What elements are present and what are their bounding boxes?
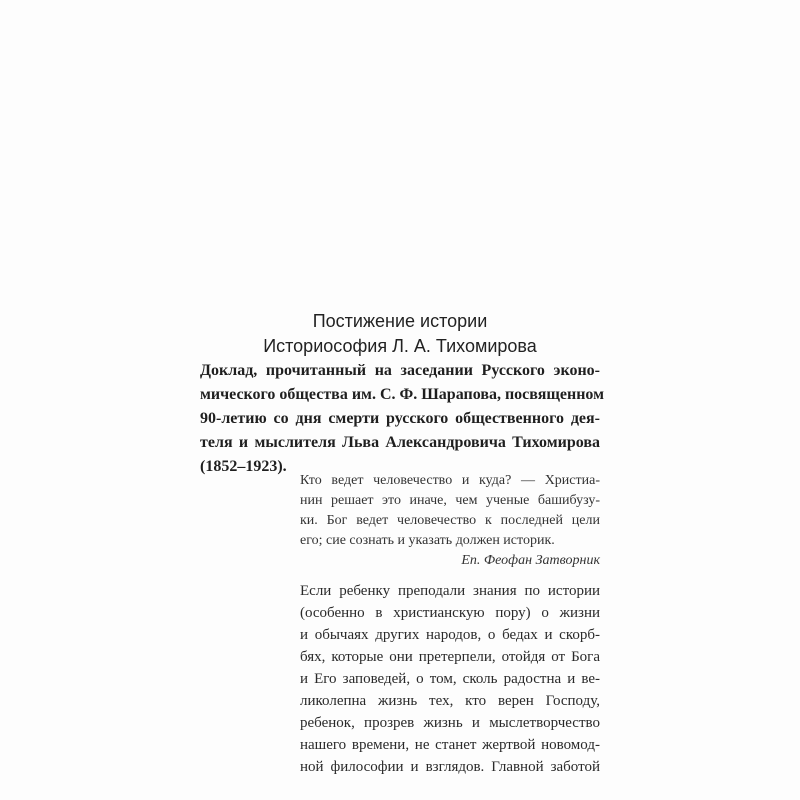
- abstract-line: мического общества им. С. Ф. Шарапова, посвященном: [200, 386, 604, 403]
- body-paragraph: [300, 580, 600, 778]
- body-line: и Его заповедей, о том, сколь радостна и ве-: [300, 671, 600, 687]
- body-line: ной философии и взглядов. Главной заботой: [300, 759, 600, 775]
- body-line: нашего времени, не станет жертвой новомод-: [300, 737, 600, 753]
- body-line: Если ребенку преподали знания по истории: [300, 583, 600, 599]
- abstract-line: 90-летию со дня смерти русского общественного дея-: [200, 410, 600, 427]
- epigraph-attribution: Еп. Феофан Затворник: [461, 553, 600, 568]
- body-line: ликолепна жизнь тех, кто верен Господу,: [300, 693, 600, 709]
- abstract-paragraph: [200, 359, 604, 479]
- abstract-line: теля и мыслителя Льва Александровича Тихомирова: [200, 434, 600, 451]
- epigraph-line: Кто ведет человечество и куда? — Христиа-: [300, 473, 600, 488]
- epigraph-line: ки. Бог ведет человечество к последней цели: [300, 513, 600, 528]
- body-line: и обычаях других народов, о бедах и скорб-: [300, 627, 600, 643]
- chapter-title: Постижение истории: [312, 311, 488, 331]
- abstract-line: Доклад, прочитанный на заседании Русского эконо-: [200, 362, 600, 379]
- body-line: ребенок, прозрев жизнь и мыслетворчество: [300, 715, 600, 731]
- epigraph-line: нин решает это иначе, чем ученые башибузу-: [300, 493, 600, 508]
- chapter-subtitle: Историософия Л. А. Тихомирова: [263, 336, 537, 356]
- body-line: (особенно в христианскую пору) о жизни: [300, 605, 600, 621]
- epigraph-line: его; сие сознать и указать должен историк.: [300, 533, 555, 548]
- body-line: бях, которые они претерпели, отойдя от Бога: [300, 649, 600, 665]
- epigraph-quote: [300, 471, 600, 551]
- abstract-line: (1852–1923).: [200, 458, 287, 475]
